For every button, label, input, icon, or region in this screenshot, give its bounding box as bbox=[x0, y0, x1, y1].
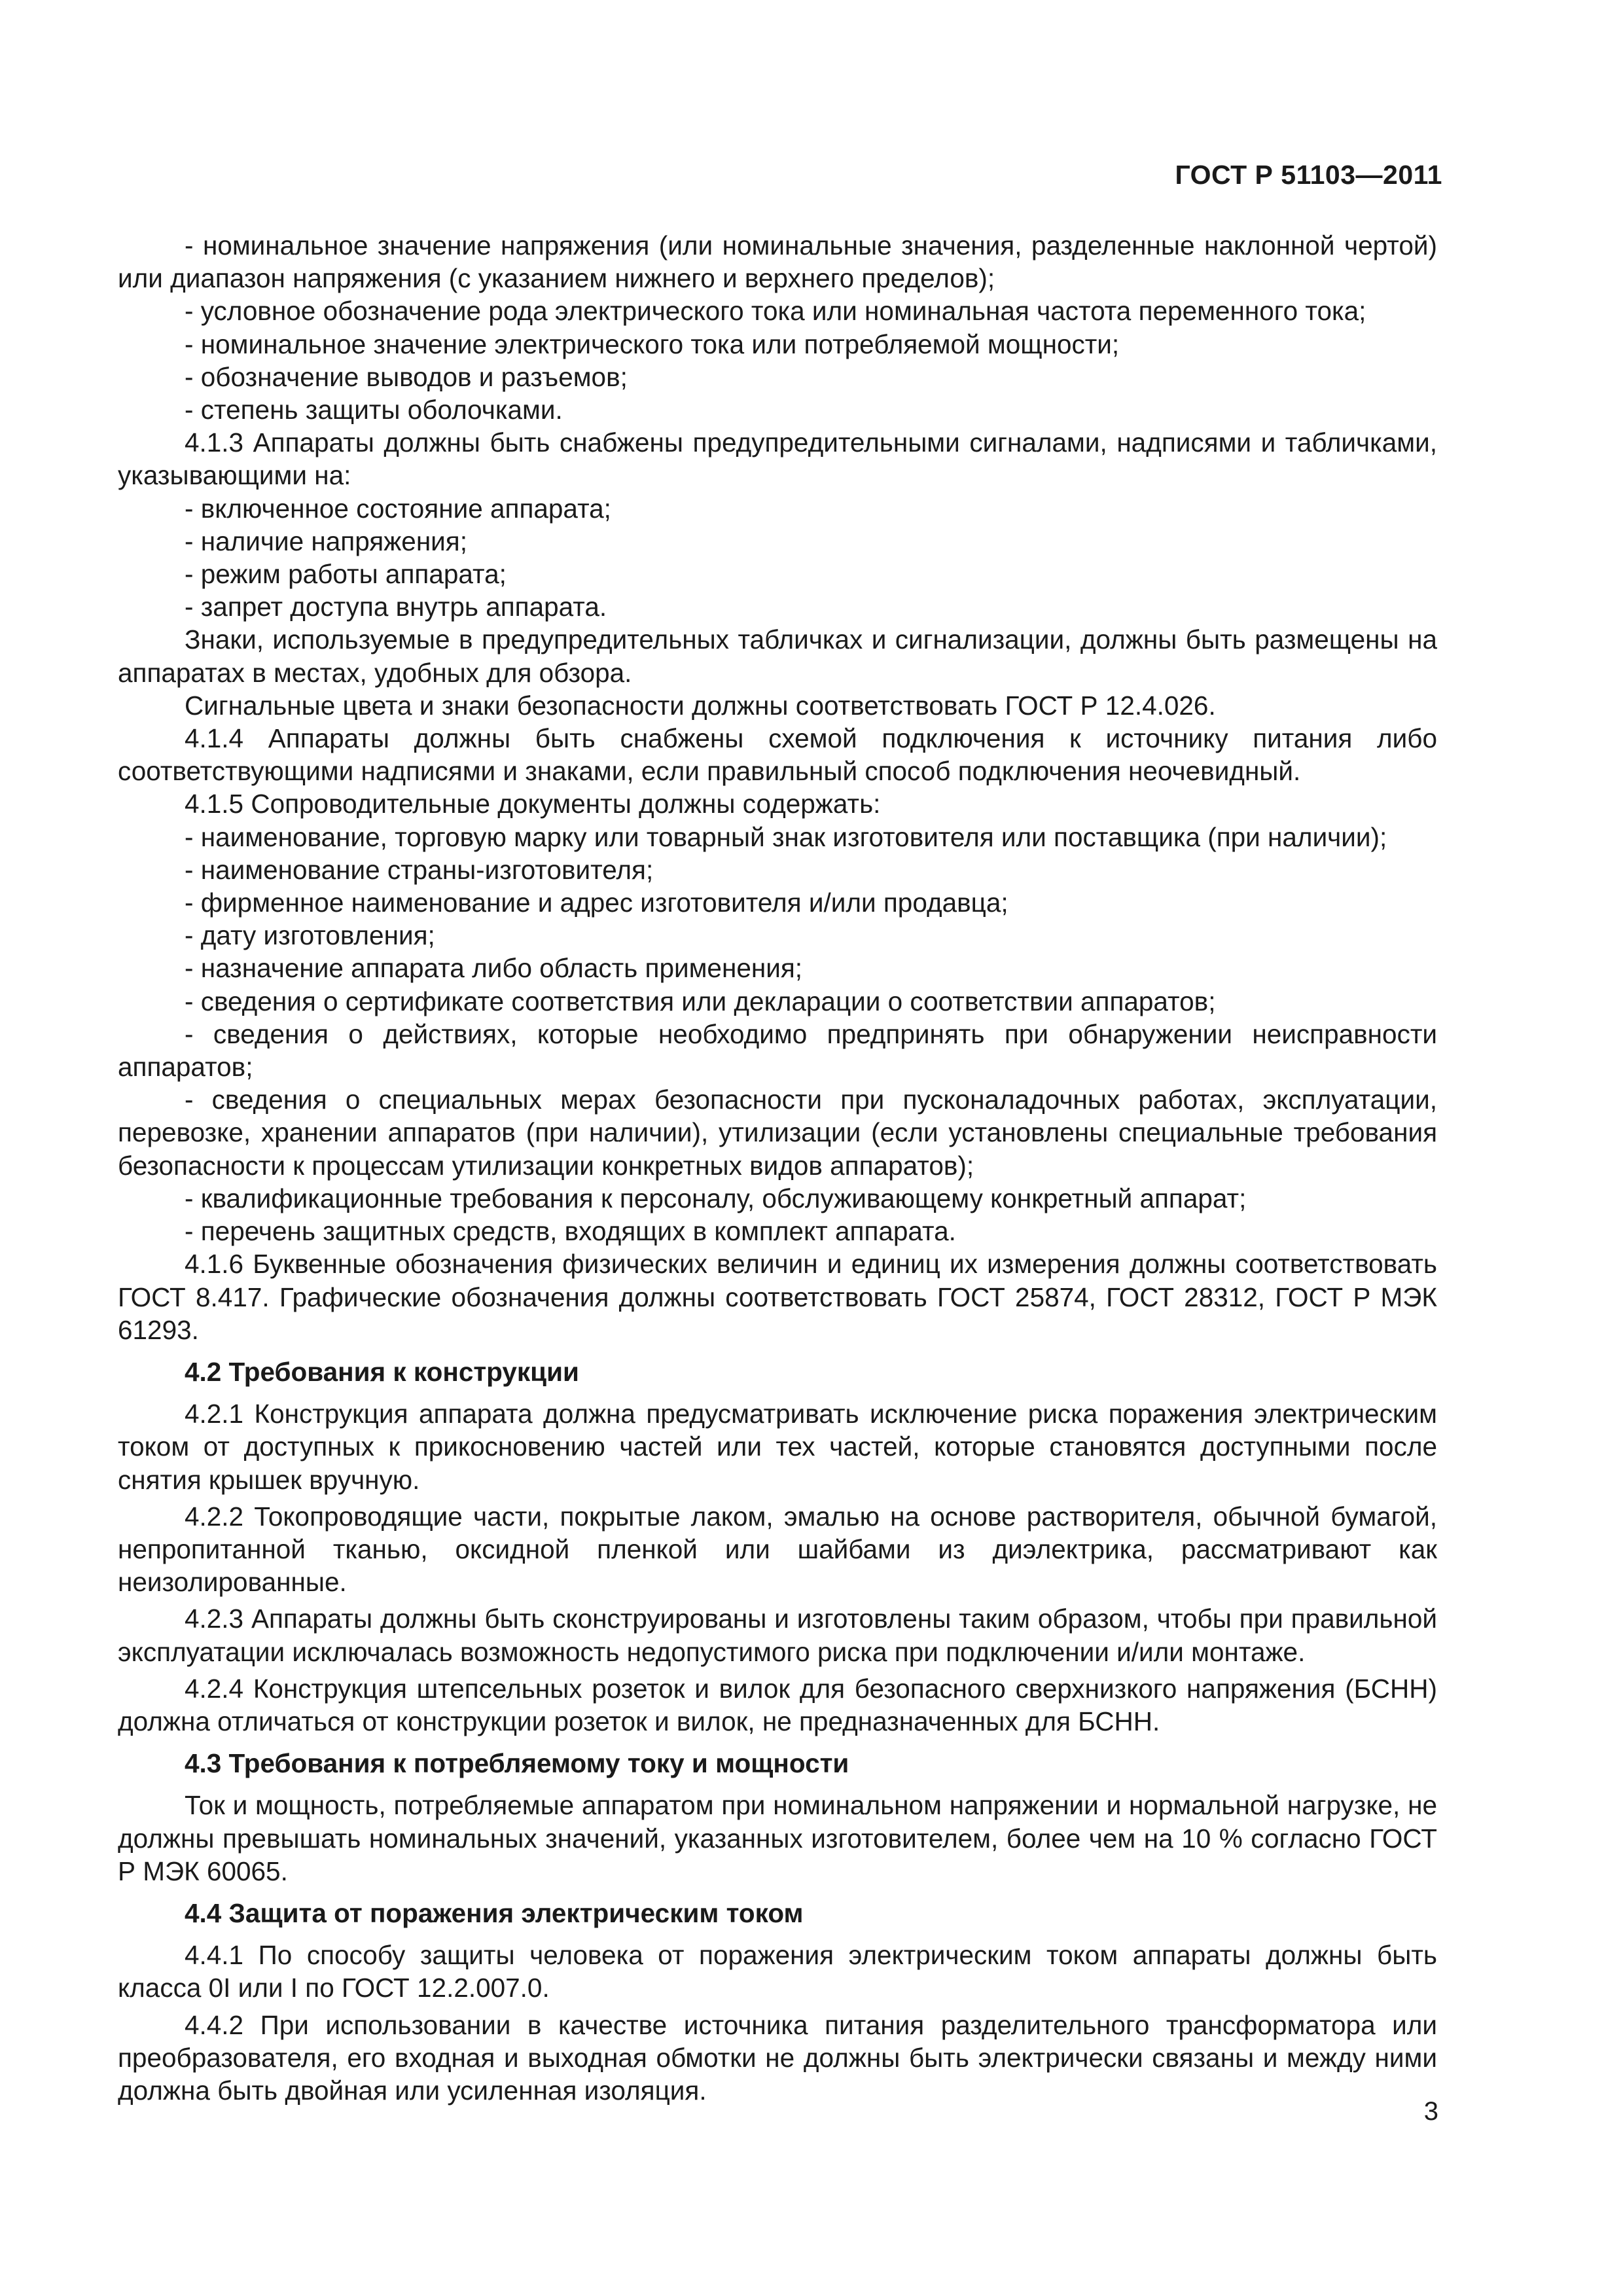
paragraph: - включенное состояние аппарата; bbox=[185, 493, 611, 524]
paragraph: 4.1.6 Буквенные обозначения физических величин и единиц их измерения должны соответствовать ГОСТ 8.417. Графические обозначения должны соответствовать ГОСТ 25874, ГОСТ 28312, ГОСТ Р МЭК 61293. bbox=[118, 1249, 1437, 1345]
paragraph: - дату изготовления; bbox=[185, 920, 435, 951]
paragraph: - сведения о действиях, которые необходимо предпринять при обнаружении неисправности аппаратов; bbox=[118, 1018, 1437, 1083]
paragraph: 4.2.3 Аппараты должны быть сконструированы и изготовлены таким образом, чтобы при правильной эксплуатации исключалась возможность недопустимого риска при подключении и/или монтаже. bbox=[118, 1604, 1437, 1667]
paragraph: 4.4.2 При использовании в качестве источника питания разделительного трансформатора или преобразователя, его входная и выходная обмотки не должны быть электрически связаны и между ними должна быть двойная или усиленная изоляция. bbox=[118, 2009, 1437, 2106]
paragraph: 4.2.1 Конструкция аппарата должна предусматривать исключение риска поражения электрическим током от доступных к прикосновению частей или тех частей, которые становятся доступными после снятия крышек вручную. bbox=[118, 1399, 1437, 1495]
paragraph: - степень защиты оболочками. bbox=[185, 395, 563, 425]
paragraph: - режим работы аппарата; bbox=[185, 559, 507, 590]
section-heading: 4.3 Требования к потребляемому току и мощности bbox=[185, 1748, 849, 1779]
paragraph: - сведения о сертификате соответствия или декларации о соответствии аппаратов; bbox=[185, 986, 1216, 1016]
paragraph: Ток и мощность, потребляемые аппаратом при номинальном напряжении и нормальной нагрузке, не должны превышать номинальных значений, указанных изготовителем, более чем на 10 % согласно ГОСТ Р МЭК 60065. bbox=[118, 1790, 1437, 1886]
paragraph: - условное обозначение рода электрического тока или номинальная частота переменного тока; bbox=[185, 296, 1366, 327]
section-heading: 4.4 Защита от поражения электрическим током bbox=[185, 1897, 804, 1928]
paragraph: - квалификационные требования к персоналу, обслуживающему конкретный аппарат; bbox=[185, 1183, 1247, 1213]
document-code: ГОСТ Р 51103—2011 bbox=[1175, 160, 1442, 190]
paragraph: - обозначение выводов и разъемов; bbox=[185, 361, 628, 392]
paragraph: Сигнальные цвета и знаки безопасности должны соответствовать ГОСТ Р 12.4.026. bbox=[185, 690, 1216, 721]
paragraph: 4.2.2 Токопроводящие части, покрытые лаком, эмалью на основе растворителя, обычной бумагой, непропитанной тканью, оксидной пленкой или шайбами из диэлектрика, рассматривают как неизолированные. bbox=[118, 1501, 1437, 1598]
paragraph: - наименование, торговую марку или товарный знак изготовителя или поставщика (при наличии); bbox=[185, 821, 1387, 852]
paragraph: - номинальное значение электрического тока или потребляемой мощности; bbox=[185, 329, 1120, 359]
paragraph: Знаки, используемые в предупредительных табличках и сигнализации, должны быть размещены на аппаратах в местах, удобных для обзора. bbox=[118, 624, 1437, 688]
paragraph: 4.1.3 Аппараты должны быть снабжены предупредительными сигналами, надписями и табличками, указывающими на: bbox=[118, 427, 1437, 491]
paragraph: 4.1.4 Аппараты должны быть снабжены схемой подключения к источнику питания либо соответствующими надписями и знаками, если правильный способ подключения неочевидный. bbox=[118, 723, 1437, 787]
paragraph: 4.2.4 Конструкция штепсельных розеток и вилок для безопасного сверхнизкого напряжения (БСНН) должна отличаться от конструкции розеток и вилок, не предназначенных для БСНН. bbox=[118, 1673, 1437, 1736]
paragraph: 4.1.5 Сопроводительные документы должны содержать: bbox=[185, 789, 881, 819]
section-heading: 4.2 Требования к конструкции bbox=[185, 1356, 579, 1387]
paragraph: 4.4.1 По способу защиты человека от поражения электрическим током аппараты должны быть класса 0I или I по ГОСТ 12.2.007.0. bbox=[118, 1940, 1437, 2003]
page-number: 3 bbox=[1423, 2097, 1438, 2126]
paragraph: - номинальное значение напряжения (или номинальные значения, разделенные наклонной чертой) или диапазон напряжения (с указанием нижнего и верхнего пределов); bbox=[118, 230, 1437, 294]
paragraph: - назначение аппарата либо область применения; bbox=[185, 953, 803, 984]
paragraph: - наименование страны-изготовителя; bbox=[185, 854, 654, 885]
paragraph: - перечень защитных средств, входящих в комплект аппарата. bbox=[185, 1216, 956, 1247]
paragraph: - запрет доступа внутрь аппарата. bbox=[185, 592, 607, 622]
paragraph: - сведения о специальных мерах безопасности при пусконаладочных работах, эксплуатации, перевозке, хранении аппаратов (при наличии), утилизации (если установлены специальные требования безопасности к процессам утилизации конкретных видов аппаратов); bbox=[118, 1085, 1437, 1181]
document-body bbox=[118, 229, 1437, 2107]
paragraph: - наличие напряжения; bbox=[185, 526, 467, 556]
paragraph: - фирменное наименование и адрес изготовителя и/или продавца; bbox=[185, 888, 1008, 918]
